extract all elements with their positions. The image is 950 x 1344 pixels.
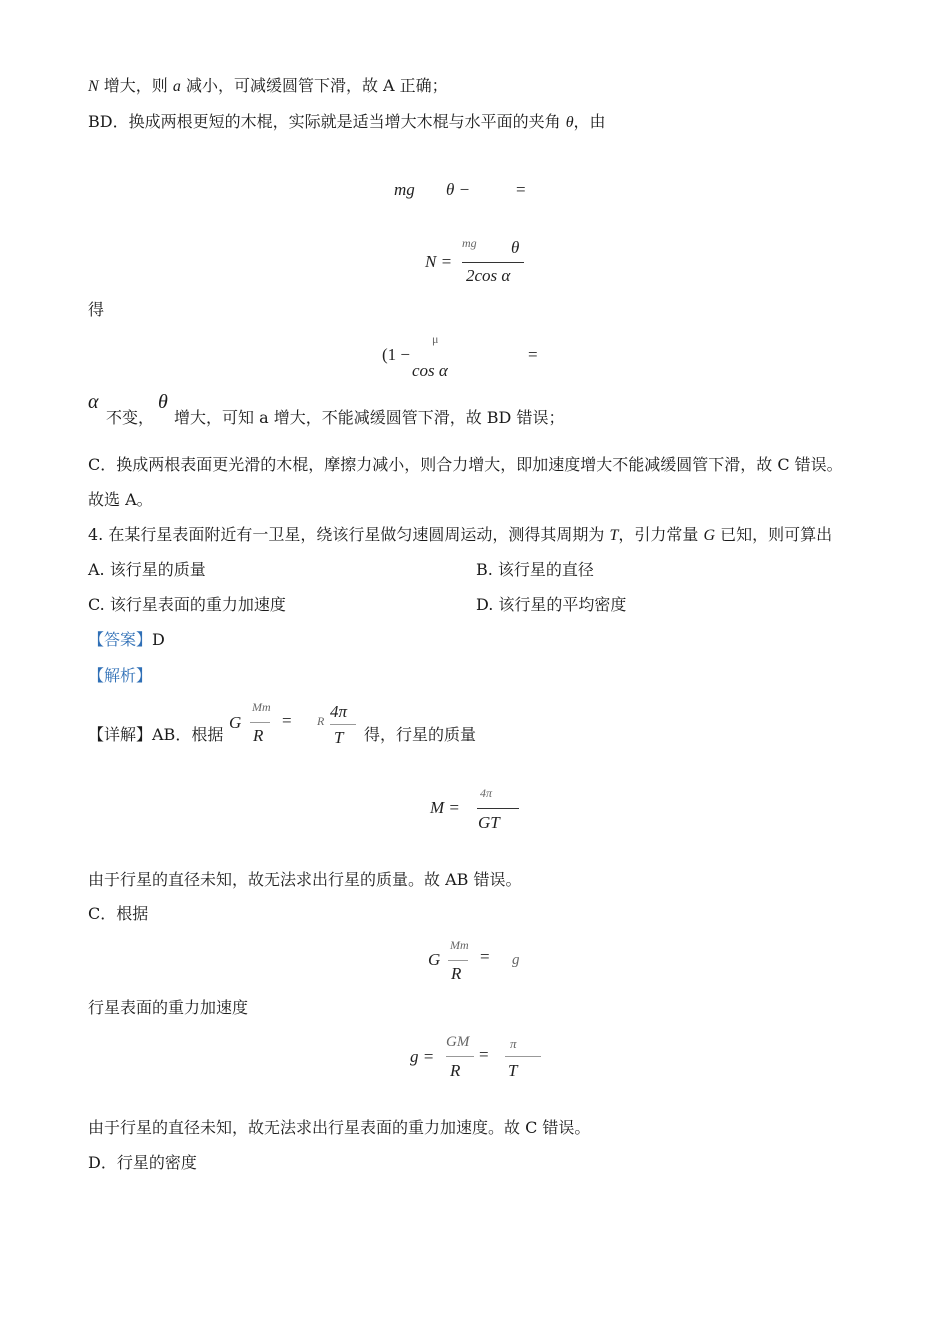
answer-label: 【答案】 [88,630,153,649]
eq-open-paren: (1 − [382,345,410,364]
var-theta: θ [565,114,574,131]
eq-N-equals: N = [425,252,453,271]
text-c-based: C．根据 [88,904,149,923]
text-c-wrong: 由于行星的直径未知，故无法求出行星表面的重力加速度。故 C 错误。 [88,1118,591,1137]
eq-denominator: cos α [412,361,448,380]
eq-g: g [512,952,520,968]
analysis-label: 【解析】 [88,666,153,685]
fraction-bar [462,262,524,263]
option-c: C. 该行星表面的重力加速度 [88,595,286,614]
eq-numerator: GM [446,1034,470,1050]
text-d-density: D．行星的密度 [88,1153,197,1172]
detail-label: 【详解】AB．根据 [88,725,224,744]
text-line-c: C．换成两根表面更光滑的木棍，摩擦力减小，则合力增大，即加速度增大不能减缓圆管下滑，故 C 错误。 [88,455,843,474]
eq-G: G [428,950,441,969]
eq-numerator: Mm [450,938,469,952]
text-gravity: 行星表面的重力加速度 [88,998,249,1017]
eq-G: G [229,713,242,732]
option-b: B. 该行星的直径 [476,560,594,579]
eq-equals: = [516,180,526,199]
eq-theta: θ [511,238,520,257]
text-fragment: BD．换成两根更短的木棍，实际就是适当增大木棍与水平面的夹角 [88,112,566,131]
eq-denominator: R [253,726,264,745]
eq-numerator: 4π [480,786,493,800]
eq-equals: = [479,1045,489,1064]
text-fragment: 增大，可知 a 增大，不能减缓圆管下滑，故 BD 错误； [174,408,565,427]
question-4 [88,525,832,546]
fraction-bar [505,1056,541,1057]
var-N: N [88,78,99,95]
eq-numerator-fragment: mg [462,236,477,250]
eq-T: T [334,728,344,747]
eq-denominator: GT [478,813,500,832]
eq-mg: mg [394,180,415,199]
eq-equals: = [528,345,538,364]
fraction-bar [448,960,468,961]
eq-R: R [317,714,325,728]
text-de: 得 [88,300,105,319]
text-fragment: ，由 [573,112,606,131]
option-a: A. 该行星的质量 [88,560,206,579]
detail-end: 得，行星的质量 [364,725,477,744]
fraction-bar [250,722,270,723]
eq-denominator: R [451,964,462,983]
text-choose: 故选 A。 [88,490,153,509]
text-ab-wrong: 由于行星的直径未知，故无法求出行星的质量。故 AB 错误。 [88,870,522,889]
answer-value: D [152,630,165,649]
eq-denominator: 2cos α [466,266,511,285]
option-d: D. 该行星的平均密度 [476,595,627,614]
eq-numerator-2: π [510,1036,517,1051]
symbol-alpha: α [88,391,99,413]
eq-4pi: 4π [330,702,348,721]
fraction-bar [330,724,356,725]
eq-M-equals: M = [430,798,460,817]
fraction-bar [446,1056,474,1057]
symbol-theta: θ [158,391,168,413]
text-fragment: 4. 在某行星表面附近有一卫星，绕该行星做匀速圆周运动，测得其周期为 [88,525,610,544]
text-line-1 [88,76,448,97]
eq-numerator-fragment: μ [432,332,439,346]
answer-line [88,630,165,650]
text-line-2 [88,112,606,133]
eq-numerator: Mm [252,700,271,714]
eq-denominator: R [450,1061,461,1080]
text-fragment: 已知，则可算出 [715,525,833,544]
fraction-bar [477,808,519,809]
var-a: a [172,78,181,95]
var-T: T [609,527,619,544]
text-fragment: 减小，可减缓圆管下滑，故 A 正确； [180,76,448,95]
eq-equals: = [282,711,292,730]
text-fragment: 增大，则 [98,76,173,95]
eq-g-equals: g = [410,1047,435,1066]
var-G: G [703,527,716,544]
text-fragment: ，引力常量 [618,525,704,544]
eq-denominator-2: T [508,1061,518,1080]
eq-equals: = [480,947,490,966]
text-fragment: 不变， [106,408,155,427]
eq-theta-minus: θ − [446,180,471,199]
